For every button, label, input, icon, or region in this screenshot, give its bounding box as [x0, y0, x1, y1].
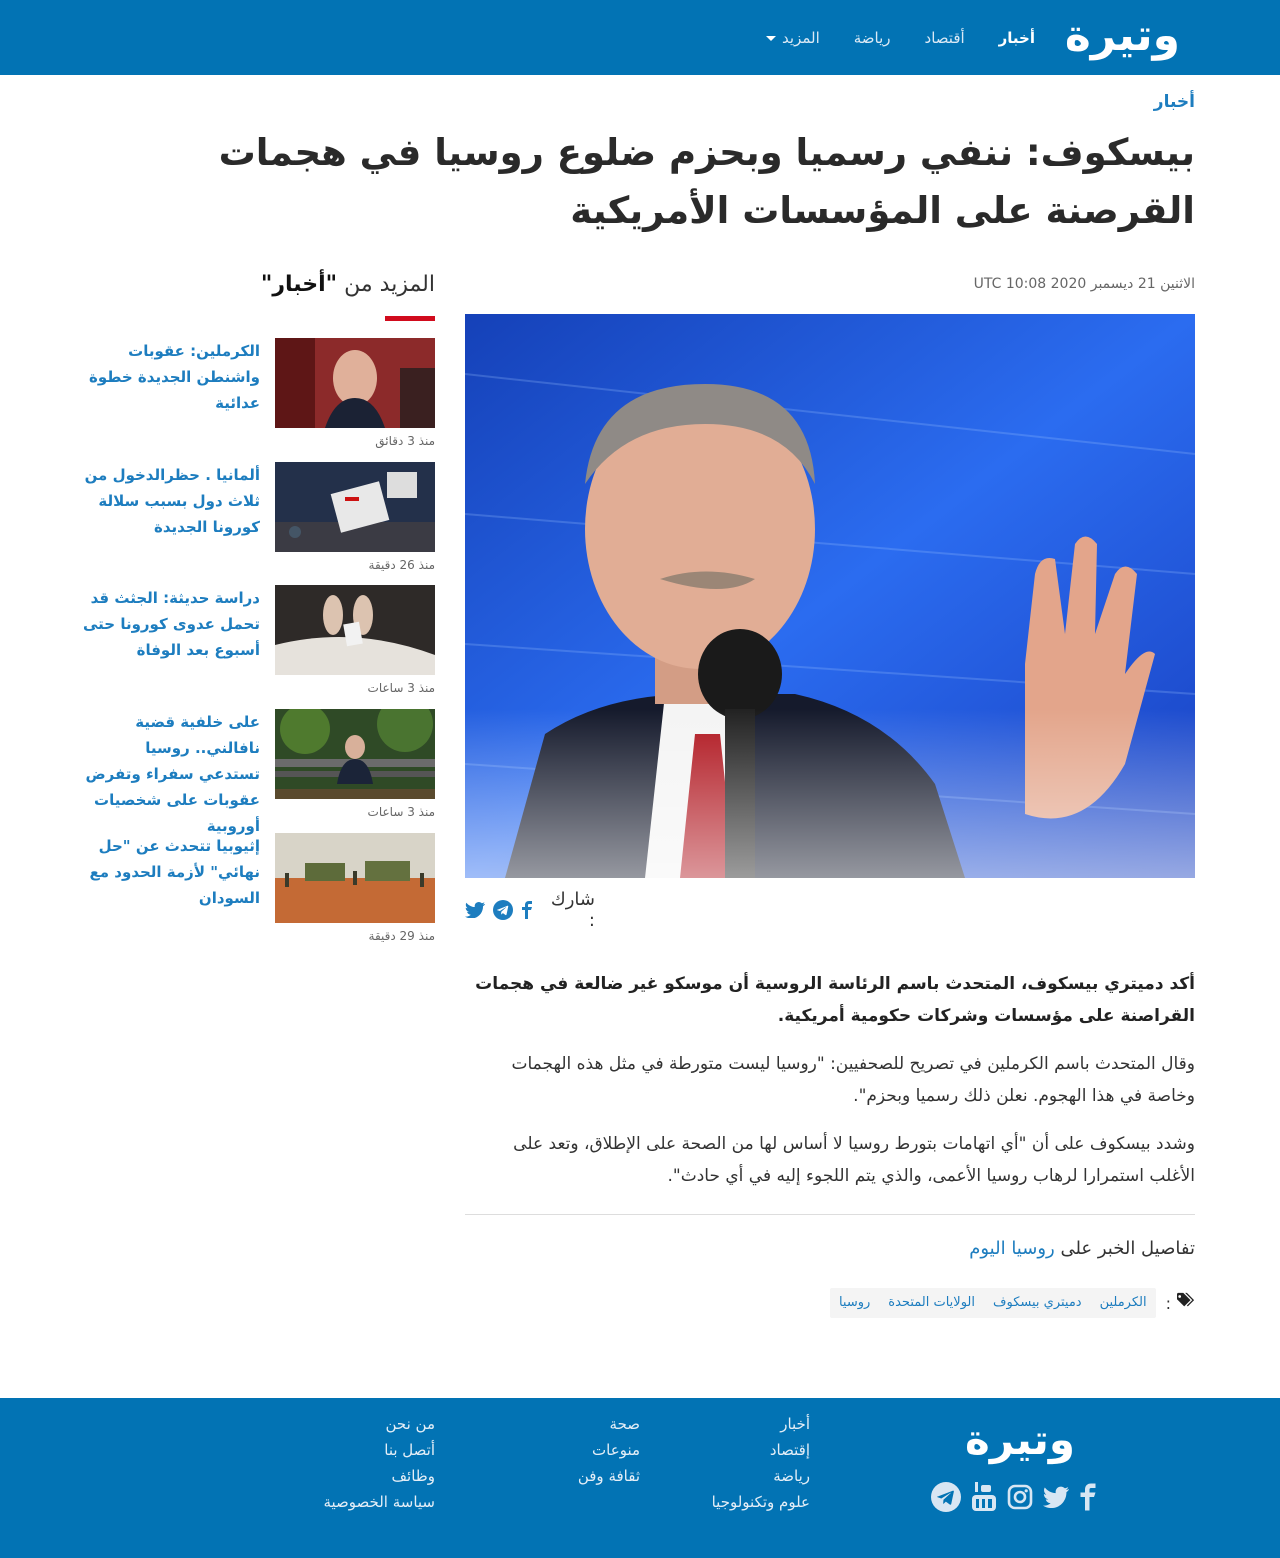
- article-hero-image: [465, 314, 1195, 878]
- chevron-down-icon: [766, 36, 776, 41]
- related-thumbnail[interactable]: [275, 462, 435, 552]
- footer-link-about[interactable]: من نحن: [385, 1415, 435, 1433]
- footer-link-culture[interactable]: ثقافة وفن: [577, 1467, 640, 1485]
- related-item[interactable]: [80, 833, 435, 949]
- tags-colon: :: [1165, 1293, 1171, 1313]
- facebook-icon[interactable]: [1079, 1483, 1097, 1515]
- article-body: [465, 968, 1195, 1208]
- footer-col-about: [323, 1414, 435, 1513]
- related-item[interactable]: [80, 338, 435, 454]
- nav-item-economy[interactable]: أقتصاد: [924, 29, 965, 47]
- related-title[interactable]: إثيوبيا تتحدث عن "حل نهائي" لأزمة الحدود مع السودان: [89, 837, 260, 907]
- source-prefix: تفاصيل الخبر على: [1060, 1238, 1195, 1259]
- footer-col-more-sections: [578, 1414, 640, 1487]
- nav-item-sports[interactable]: رياضة: [853, 29, 891, 47]
- breadcrumb-category[interactable]: أخبار: [1153, 92, 1195, 112]
- footer-link-contact[interactable]: أتصل بنا: [384, 1441, 435, 1459]
- footer-link-privacy[interactable]: سياسة الخصوصية: [323, 1493, 435, 1511]
- share-label: شارك :: [550, 889, 595, 931]
- nav-item-more-label: المزيد: [782, 29, 820, 47]
- tag-usa[interactable]: الولايات المتحدة: [888, 1295, 975, 1310]
- related-thumbnail[interactable]: [275, 833, 435, 923]
- related-item[interactable]: [80, 462, 435, 578]
- twitter-icon[interactable]: [1043, 1486, 1069, 1512]
- sidebar-title-prefix: المزيد من: [344, 272, 435, 297]
- related-time: منذ 3 ساعات: [367, 681, 435, 695]
- share-bar: [465, 889, 595, 931]
- related-thumbnail[interactable]: [275, 338, 435, 428]
- tag-russia[interactable]: روسيا: [838, 1295, 871, 1310]
- footer-link-health[interactable]: صحة: [609, 1415, 640, 1433]
- related-thumbnail[interactable]: [275, 585, 435, 675]
- content-divider: [465, 1214, 1195, 1215]
- youtube-icon[interactable]: [971, 1482, 997, 1516]
- top-navbar: [0, 0, 1280, 75]
- related-item[interactable]: [80, 709, 435, 835]
- related-thumbnail[interactable]: [275, 709, 435, 799]
- footer-social-links: [931, 1482, 1097, 1516]
- footer-link-science-tech[interactable]: علوم وتكنولوجيا: [711, 1493, 810, 1511]
- footer-link-sports[interactable]: رياضة: [773, 1467, 810, 1485]
- related-item[interactable]: [80, 585, 435, 701]
- main-nav: [766, 26, 1035, 50]
- sidebar-title: [261, 272, 435, 297]
- article-hero-image-illustration: [465, 314, 1195, 878]
- footer-logo[interactable]: وتيرة: [965, 1415, 1075, 1464]
- instagram-icon[interactable]: [1007, 1484, 1033, 1514]
- article-date: الاثنين 21 ديسمبر 2020 10:08 UTC: [973, 276, 1195, 292]
- site-logo[interactable]: وتيرة: [1064, 10, 1180, 61]
- sidebar-title-category: "أخبار": [260, 272, 338, 297]
- article-title: بيسكوف: ننفي رسميا وبحزم ضلوع روسيا في هجمات القرصنة على المؤسسات الأمريكية: [218, 131, 1195, 232]
- related-time: منذ 3 ساعات: [367, 805, 435, 819]
- tag-list: [830, 1288, 1156, 1318]
- sidebar-title-underline: [385, 316, 435, 321]
- footer-link-economy[interactable]: إقتصاد: [769, 1441, 810, 1459]
- footer-link-jobs[interactable]: وظائف: [391, 1467, 435, 1485]
- nav-item-more-dropdown[interactable]: [766, 26, 820, 50]
- facebook-icon[interactable]: [521, 901, 533, 919]
- related-title[interactable]: ألمانيا . حظرالدخول من ثلاث دول بسبب سلالة كورونا الجديدة: [84, 466, 260, 536]
- related-title[interactable]: الكرملين: عقوبات واشنطن الجديدة خطوة عدائية: [89, 342, 260, 412]
- footer-link-news[interactable]: أخبار: [780, 1415, 810, 1433]
- related-time: منذ 3 دقائق: [375, 434, 435, 448]
- related-title[interactable]: دراسة حديثة: الجثث قد تحمل عدوى كورونا حتى أسبوع بعد الوفاة: [83, 589, 260, 659]
- nav-item-news[interactable]: أخبار: [998, 29, 1035, 47]
- footer-link-misc[interactable]: منوعات: [592, 1441, 640, 1459]
- tag-kremlin[interactable]: الكرملين: [1099, 1295, 1147, 1310]
- twitter-icon[interactable]: [465, 902, 485, 918]
- telegram-icon[interactable]: [931, 1482, 961, 1516]
- tag-peskov[interactable]: دميتري بيسكوف: [993, 1295, 1082, 1310]
- tags-icon: [1177, 1292, 1195, 1314]
- related-time: منذ 29 دقيقة: [368, 929, 435, 943]
- source-link[interactable]: روسيا اليوم: [969, 1238, 1055, 1259]
- article-paragraph-lead: أكد دميتري بيسكوف، المتحدث باسم الرئاسة الروسية أن موسكو غير ضالعة في هجمات القراصنة على مؤسسات وشركات حكومية أمريكية.: [475, 974, 1195, 1026]
- article-paragraph: وشدد بيسكوف على أن "أي اتهامات بتورط روسيا لا أساس لها من الصحة على الإطلاق، وتعد على الأغلب استمرارا لرهاب روسيا الأعمى، والذي يتم اللجوء إليه في أي حادث".: [513, 1134, 1195, 1186]
- source-line: [969, 1238, 1195, 1259]
- related-time: منذ 26 دقيقة: [368, 558, 435, 572]
- telegram-icon[interactable]: [493, 900, 513, 920]
- site-footer: [0, 1398, 1280, 1558]
- tags-row: [830, 1288, 1195, 1318]
- article-paragraph: وقال المتحدث باسم الكرملين في تصريح للصحفيين: "روسيا ليست متورطة في مثل هذه الهجمات وخاصة في هذا الهجوم. نعلن ذلك رسميا وبحزم".: [511, 1054, 1195, 1106]
- related-title[interactable]: على خلفية قضية نافالني.. روسيا تستدعي سفراء وتفرض عقوبات على شخصيات أوروبية: [85, 713, 260, 835]
- footer-col-sections: [712, 1414, 810, 1513]
